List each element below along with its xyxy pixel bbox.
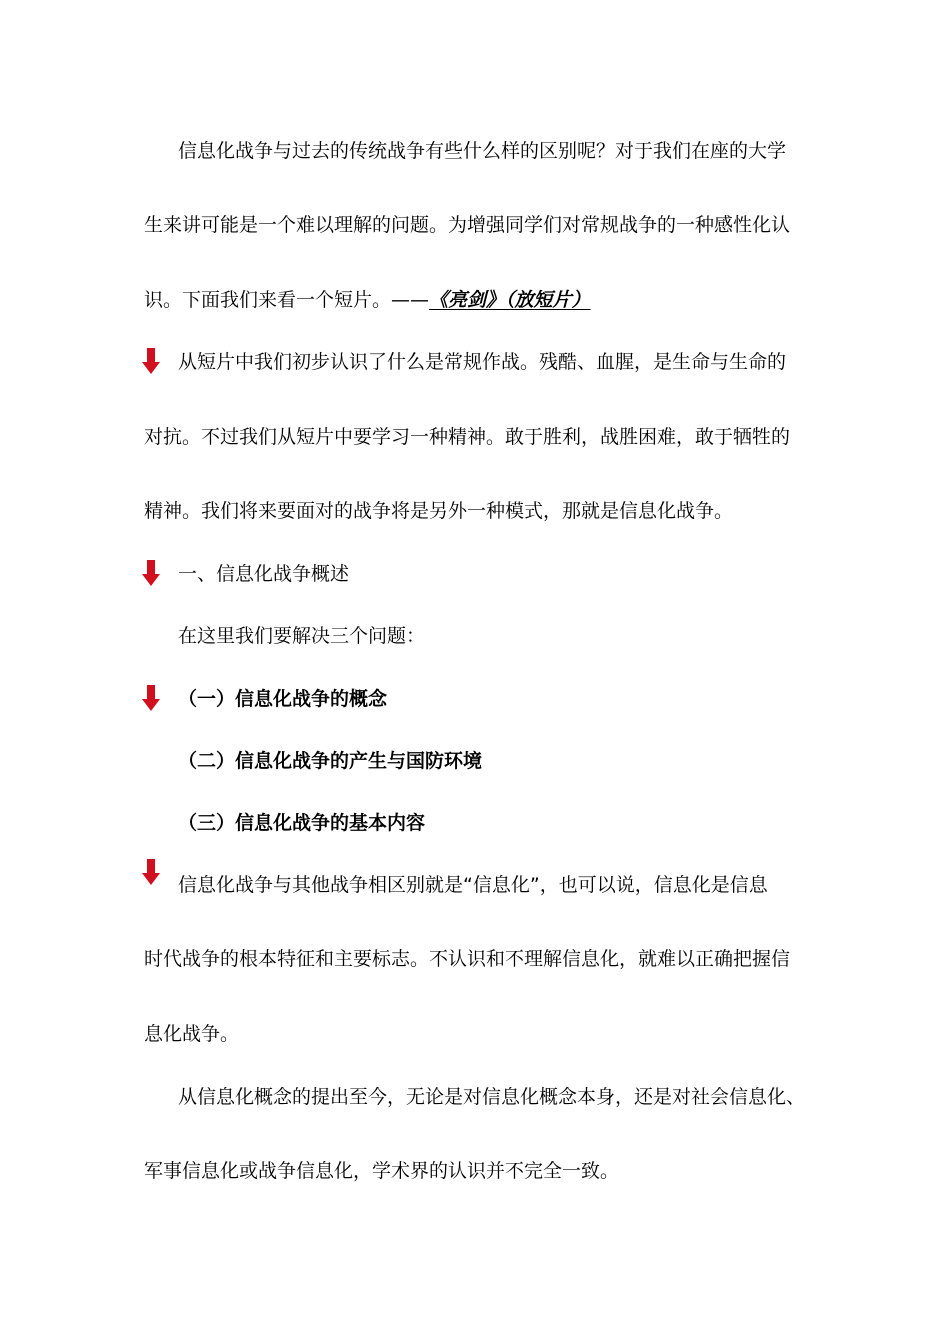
p2-line-2: 对抗。不过我们从短片中要学习一种精神。敢于胜利，战胜困难，敢于牺牲的 <box>144 426 791 448</box>
problem-item: （二）信息化战争的产生与国防环境 <box>178 750 483 772</box>
p1-line-2: 生来讲可能是一个难以理解的问题。为增强同学们对常规战争的一种感性化认 <box>144 214 791 236</box>
p2-line-1: 从短片中我们初步认识了什么是常规作战。残酷、血腥，是生命与生命的 <box>178 351 787 373</box>
down-arrow-icon <box>141 348 161 374</box>
problems-intro: 在这里我们要解决三个问题： <box>178 625 426 647</box>
p1-line-3-text: 识。下面我们来看一个短片。—— <box>144 289 430 311</box>
p4-line-1: 从信息化概念的提出至今，无论是对信息化概念本身，还是对社会信息化、 <box>178 1086 806 1108</box>
p1-line-3 <box>144 288 591 312</box>
down-arrow-icon <box>141 859 161 885</box>
p4-line-2: 军事信息化或战争信息化，学术界的认识并不完全一致。 <box>144 1160 620 1182</box>
p3-line-1: 信息化战争与其他战争相区别就是“信息化”，也可以说，信息化是信息 <box>178 874 768 896</box>
problem-item: （一）信息化战争的概念 <box>178 688 388 710</box>
down-arrow-icon <box>141 560 161 586</box>
down-arrow-icon <box>141 685 161 711</box>
problem-item: （三）信息化战争的基本内容 <box>178 812 426 834</box>
p3-line-3: 息化战争。 <box>144 1023 240 1045</box>
p3-line-2: 时代战争的根本特征和主要标志。不认识和不理解信息化，就难以正确把握信 <box>144 948 791 970</box>
section-heading: 一、信息化战争概述 <box>178 563 350 585</box>
p1-line-1: 信息化战争与过去的传统战争有些什么样的区别呢？对于我们在座的大学 <box>178 140 787 162</box>
film-title: 《亮剑》（放短片） <box>429 289 591 311</box>
p2-line-3: 精神。我们将来要面对的战争将是另外一种模式，那就是信息化战争。 <box>144 500 734 522</box>
